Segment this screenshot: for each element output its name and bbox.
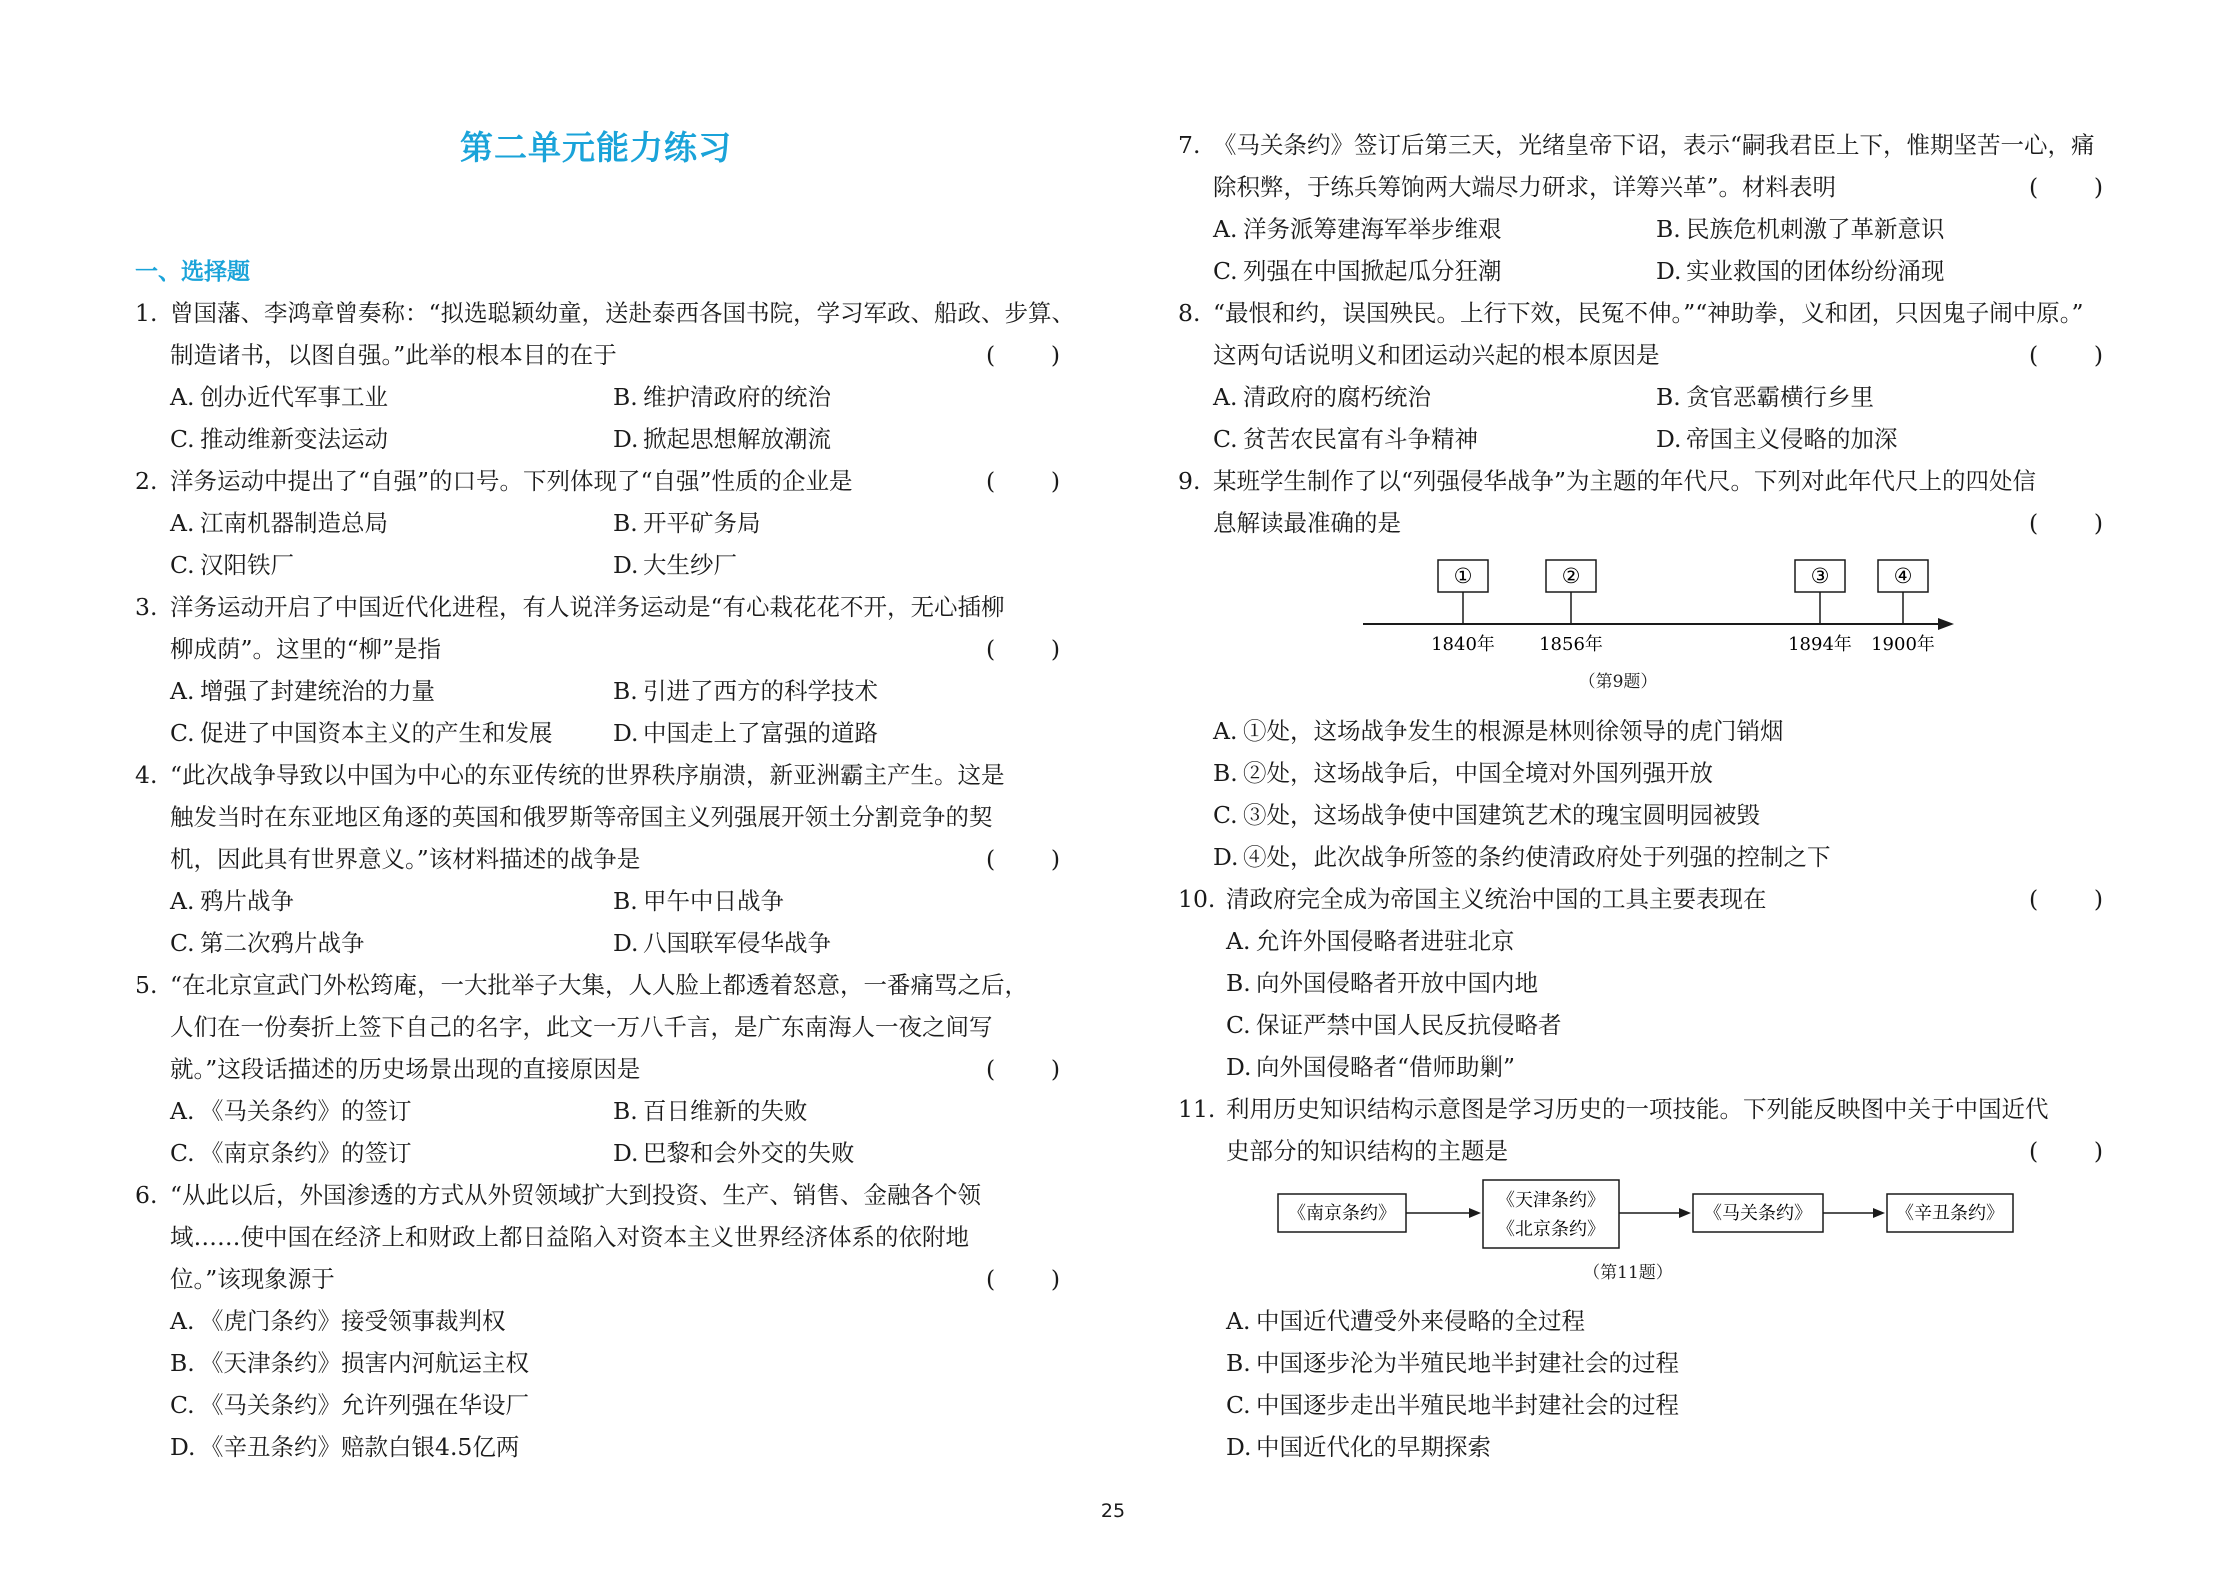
answer-bracket: ( ) [2029, 885, 2103, 913]
flow-box-maguan [1693, 1194, 1823, 1232]
timeline-marker-1 [1431, 560, 1495, 655]
treaty-flow-diagram [1276, 1178, 2016, 1250]
question-1-line-2 [170, 334, 1060, 376]
question-8-line-2: 这两句话说明义和团运动兴起的根本原因是 ( ) [1213, 334, 2103, 376]
option-a: A. 《虎门条约》接受领事裁判权 [170, 1307, 506, 1335]
question-6-line-3: 位。”该现象源于 ( ) [170, 1258, 1060, 1300]
question-7-line-2: 除积弊，于练兵筹饷两大端尽力研求，详筹兴革”。材料表明 ( ) [1213, 166, 2103, 208]
option-b: B. 民族危机刺激了革新意识 [1656, 215, 1945, 243]
timeline-arrowhead [1938, 618, 1954, 630]
option-d: D. ④处，此次战争所签的条约使清政府处于列强的控制之下 [1213, 843, 1831, 871]
answer-bracket: ( ) [986, 845, 1060, 873]
question-text: 制造诸书，以图自强。”此举的根本目的在于 [170, 341, 617, 369]
option-c: C. 汉阳铁厂 [170, 551, 294, 579]
option-a: A. 江南机器制造总局 [170, 509, 388, 537]
option-a: A. 《马关条约》的签订 [170, 1097, 412, 1125]
figure-caption-q11: （第11题） [1583, 1263, 1673, 1283]
option-b: B. 维护清政府的统治 [613, 383, 831, 411]
flow-arrowhead-2 [1679, 1208, 1691, 1218]
option-b: B. 百日维新的失败 [613, 1097, 808, 1125]
year-label: 1894年 [1788, 634, 1852, 655]
question-8-line-1: 8. “最恨和约，误国殃民。上行下效，民冤不伸。”“神助拳，义和团，只因鬼子闹中原。” [1178, 299, 2084, 327]
question-text: 曾国藩、李鸿章曾奏称：“拟选聪颖幼童，送赴泰西各国书院，学习军政、船政、步算、 [170, 299, 1076, 327]
flow-box-xinchou [1887, 1194, 2013, 1232]
flow-arrowhead-3 [1873, 1208, 1885, 1218]
answer-bracket: ( ) [2029, 1137, 2103, 1165]
page-number: 25 [1100, 1500, 1126, 1522]
svg-text:《北京条约》: 《北京条约》 [1497, 1219, 1605, 1240]
question-2-line-1: 2. 洋务运动中提出了“自强”的口号。下列体现了“自强”性质的企业是 ( ) [135, 460, 1060, 502]
question-5-line-2: 人们在一份奏折上签下自己的名字，此文一万八千言，是广东南海人一夜之间写 [170, 1013, 993, 1041]
flow-arrowhead-1 [1469, 1208, 1481, 1218]
option-d: D. 大生纱厂 [613, 551, 737, 579]
svg-text:《辛丑条约》: 《辛丑条约》 [1896, 1203, 2004, 1224]
option-c: C. 推动维新变法运动 [170, 425, 388, 453]
option-d: D. 八国联军侵华战争 [613, 929, 831, 957]
svg-text:《马关条约》: 《马关条约》 [1704, 1203, 1812, 1224]
answer-bracket: ( ) [986, 635, 1060, 663]
question-7-line-1: 7. 《马关条约》签订后第三天，光绪皇帝下诏，表示“嗣我君臣上下，惟期坚苦一心，痛 [1178, 131, 2095, 159]
option-d: D. 向外国侵略者“借师助剿” [1226, 1053, 1516, 1081]
question-9-line-1: 9. 某班学生制作了以“列强侵华战争”为主题的年代尺。下列对此年代尺上的四处信 [1178, 467, 2037, 495]
option-c: C. 《马关条约》允许列强在华设厂 [170, 1391, 529, 1419]
page-title: 第二单元能力练习 [460, 128, 732, 167]
option-b: B. ②处，这场战争后，中国全境对外国列强开放 [1213, 759, 1713, 787]
option-d: D. 实业救国的团体纷纷涌现 [1656, 257, 1945, 285]
option-b: B. 《天津条约》损害内河航运主权 [170, 1349, 529, 1377]
option-a: A. 洋务派筹建海军举步维艰 [1213, 215, 1502, 243]
question-9-line-2: 息解读最准确的是 ( ) [1213, 502, 2103, 544]
answer-bracket: ( ) [2029, 173, 2103, 201]
option-a: A. 鸦片战争 [170, 887, 294, 915]
option-a: A. 允许外国侵略者进驻北京 [1226, 927, 1515, 955]
question-11-line-2: 史部分的知识结构的主题是 ( ) [1226, 1130, 2103, 1172]
option-c: C. 贫苦农民富有斗争精神 [1213, 425, 1478, 453]
marker-label: ③ [1810, 564, 1830, 588]
timeline-marker-2 [1539, 560, 1603, 655]
option-b: B. 甲午中日战争 [613, 887, 784, 915]
option-c: C. 促进了中国资本主义的产生和发展 [170, 719, 553, 747]
option-b: B. 中国逐步沦为半殖民地半封建社会的过程 [1226, 1349, 1679, 1377]
year-label: 1840年 [1431, 634, 1495, 655]
question-4-line-3: 机，因此具有世界意义。”该材料描述的战争是 ( ) [170, 838, 1060, 880]
marker-label: ④ [1893, 564, 1913, 588]
question-1-line-1 [135, 292, 1075, 334]
answer-bracket: ( ) [986, 1265, 1060, 1293]
question-5-line-3: 就。”这段话描述的历史场景出现的直接原因是 ( ) [170, 1048, 1060, 1090]
year-label: 1856年 [1539, 634, 1603, 655]
answer-bracket: ( ) [986, 341, 1060, 369]
question-5-line-1: 5. “在北京宣武门外松筠庵，一大批举子大集，人人脸上都透着怒意，一番痛骂之后， [135, 971, 1029, 999]
option-a: A. 创办近代军事工业 [170, 383, 388, 411]
option-b: B. 引进了西方的科学技术 [613, 677, 878, 705]
option-a: A. ①处，这场战争发生的根源是林则徐领导的虎门销烟 [1213, 717, 1784, 745]
section-heading: 一、选择题 [135, 259, 250, 285]
option-c: C. 中国逐步走出半殖民地半封建社会的过程 [1226, 1391, 1679, 1419]
option-b: B. 向外国侵略者开放中国内地 [1226, 969, 1538, 997]
option-a: A. 增强了封建统治的力量 [170, 677, 435, 705]
marker-label: ① [1453, 564, 1473, 588]
option-c: C. ③处，这场战争使中国建筑艺术的瑰宝圆明园被毁 [1213, 801, 1760, 829]
option-c: C. 保证严禁中国人民反抗侵略者 [1226, 1011, 1562, 1039]
option-d: D. 掀起思想解放潮流 [613, 425, 831, 453]
answer-bracket: ( ) [2029, 509, 2103, 537]
option-c: C. 第二次鸦片战争 [170, 929, 365, 957]
question-10-line-1: 10. 清政府完全成为帝国主义统治中国的工具主要表现在 ( ) [1178, 878, 2103, 920]
timeline-marker-3 [1788, 560, 1852, 655]
answer-bracket: ( ) [2029, 341, 2103, 369]
option-d: D. 中国走上了富强的道路 [613, 719, 878, 747]
timeline-marker-4 [1871, 560, 1935, 655]
option-c: C. 《南京条约》的签订 [170, 1139, 412, 1167]
question-3-line-2: 柳成荫”。这里的“柳”是指 ( ) [170, 628, 1060, 670]
question-6-line-1: 6. “从此以后，外国渗透的方式从外贸领域扩大到投资、生产、销售、金融各个领 [135, 1181, 982, 1209]
question-11-line-1: 11. 利用历史知识结构示意图是学习历史的一项技能。下列能反映图中关于中国近代 [1178, 1095, 2049, 1123]
option-d: D. 中国近代化的早期探索 [1226, 1433, 1491, 1461]
option-d: D. 巴黎和会外交的失败 [613, 1139, 855, 1167]
svg-text:《天津条约》: 《天津条约》 [1497, 1190, 1605, 1211]
question-number: 1. [135, 299, 158, 327]
option-b: B. 开平矿务局 [613, 509, 761, 537]
figure-caption-q9: （第9题） [1578, 672, 1658, 692]
question-4-line-2: 触发当时在东亚地区角逐的英国和俄罗斯等帝国主义列强展开领土分割竞争的契 [170, 803, 993, 831]
answer-bracket: ( ) [986, 467, 1060, 495]
option-c: C. 列强在中国掀起瓜分狂潮 [1213, 257, 1502, 285]
question-4-line-1: 4. “此次战争导致以中国为中心的东亚传统的世界秩序崩溃，新亚洲霸主产生。这是 [135, 761, 1005, 789]
flow-box-nanjing [1278, 1194, 1406, 1232]
question-3-line-1: 3. 洋务运动开启了中国近代化进程，有人说洋务运动是“有心栽花花不开，无心插柳 [135, 593, 1005, 621]
svg-text:《南京条约》: 《南京条约》 [1288, 1203, 1396, 1224]
option-a: A. 清政府的腐朽统治 [1213, 383, 1431, 411]
timeline-diagram [1358, 550, 1958, 660]
year-label: 1900年 [1871, 634, 1935, 655]
marker-label: ② [1561, 564, 1581, 588]
option-d: D. 帝国主义侵略的加深 [1656, 425, 1898, 453]
flow-box-tianjin-beijing [1483, 1180, 1619, 1248]
option-b: B. 贪官恶霸横行乡里 [1656, 383, 1874, 411]
option-d: D. 《辛丑条约》赔款白银4.5亿两 [170, 1433, 520, 1461]
question-6-line-2: 域……使中国在经济上和财政上都日益陷入对资本主义世界经济体系的依附地 [170, 1223, 969, 1251]
answer-bracket: ( ) [986, 1055, 1060, 1083]
option-a: A. 中国近代遭受外来侵略的全过程 [1226, 1307, 1585, 1335]
